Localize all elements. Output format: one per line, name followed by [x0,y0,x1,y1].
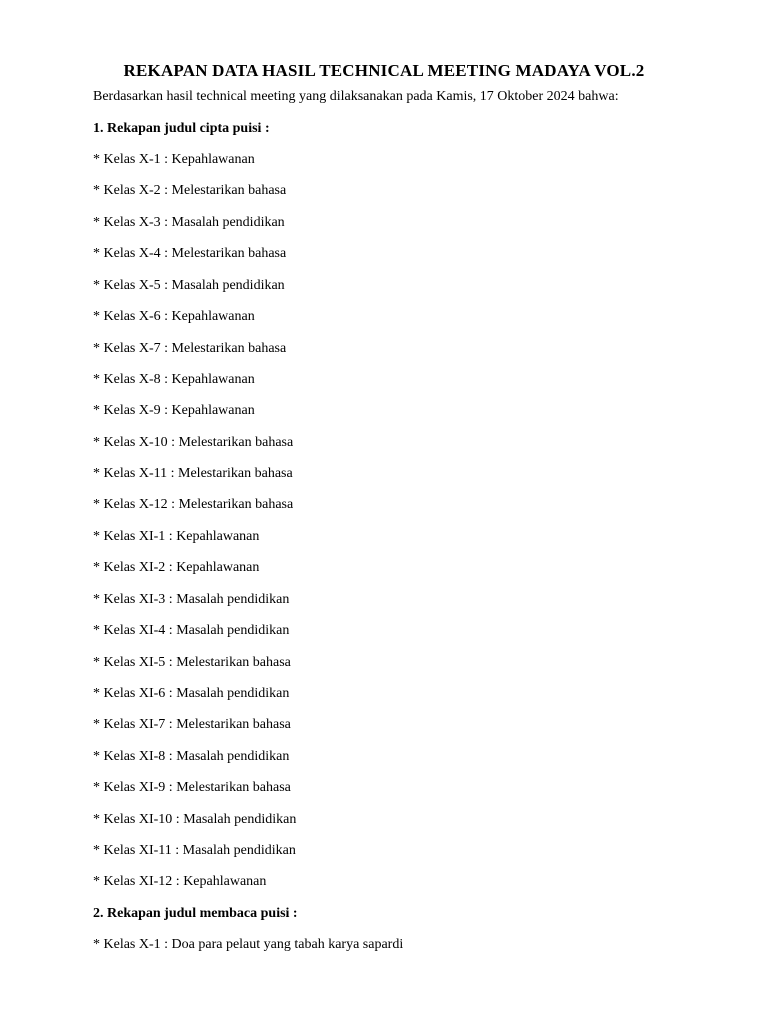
document-title: REKAPAN DATA HASIL TECHNICAL MEETING MADAYA VOL.2 [123,61,645,80]
list-item: * Kelas XI-7 : Melestarikan bahasa [93,717,291,732]
list-item: * Kelas XI-12 : Kepahlawanan [93,874,267,889]
list-item: * Kelas X-1 : Doa para pelaut yang tabah karya sapardi [93,937,404,952]
list-item: * Kelas XI-9 : Melestarikan bahasa [93,780,291,795]
list-item: * Kelas XI-4 : Masalah pendidikan [93,623,290,638]
section-heading-cipta-puisi: 1. Rekapan judul cipta puisi : [93,121,270,136]
list-item: * Kelas X-3 : Masalah pendidikan [93,215,285,230]
list-item: * Kelas X-9 : Kepahlawanan [93,403,255,418]
list-item: * Kelas X-10 : Melestarikan bahasa [93,435,294,450]
list-item: * Kelas X-1 : Kepahlawanan [93,152,255,167]
list-item: * Kelas X-12 : Melestarikan bahasa [93,497,294,512]
list-item: * Kelas X-2 : Melestarikan bahasa [93,183,287,198]
list-item: * Kelas XI-3 : Masalah pendidikan [93,592,290,607]
list-item: * Kelas X-4 : Melestarikan bahasa [93,246,287,261]
list-item: * Kelas X-7 : Melestarikan bahasa [93,341,287,356]
list-item: * Kelas X-5 : Masalah pendidikan [93,278,285,293]
list-item: * Kelas X-6 : Kepahlawanan [93,309,255,324]
section-heading-membaca-puisi: 2. Rekapan judul membaca puisi : [93,906,298,921]
list-item: * Kelas XI-8 : Masalah pendidikan [93,749,290,764]
list-item: * Kelas XI-5 : Melestarikan bahasa [93,655,291,670]
list-item: * Kelas X-11 : Melestarikan bahasa [93,466,293,481]
list-item: * Kelas XI-6 : Masalah pendidikan [93,686,290,701]
list-item: * Kelas XI-10 : Masalah pendidikan [93,812,297,827]
list-item: * Kelas XI-11 : Masalah pendidikan [93,843,296,858]
list-item: * Kelas XI-2 : Kepahlawanan [93,560,260,575]
list-item: * Kelas X-8 : Kepahlawanan [93,372,255,387]
intro-paragraph: Berdasarkan hasil technical meeting yang dilaksanakan pada Kamis, 17 Oktober 2024 bahwa: [93,89,619,104]
list-item: * Kelas XI-1 : Kepahlawanan [93,529,260,544]
